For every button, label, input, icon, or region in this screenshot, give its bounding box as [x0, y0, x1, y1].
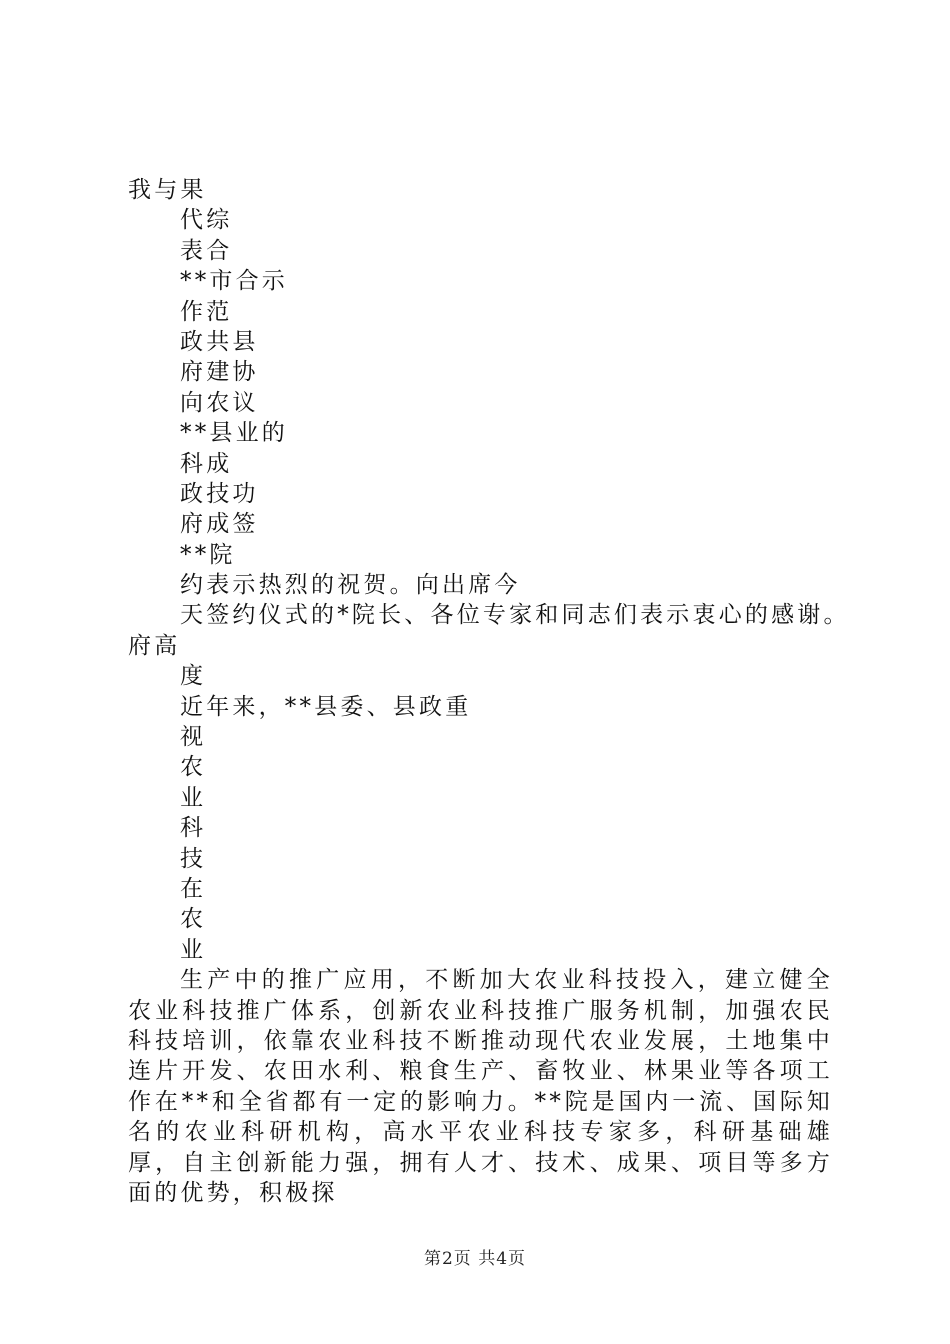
text-line: 度	[180, 663, 207, 690]
text-line: 业	[180, 784, 207, 811]
text-line: 技	[180, 845, 207, 872]
body-paragraph: 生产中的推广应用，不断加大农业科技投入，建立健全农业科技推广体系，创新农业科技推广服务机制，加强农民科技培训，依靠农业科技不断推动现代农业发展，土地集中连片开发、农田水利、粮食生产、畜牧业、林果业等各项工作在**和全省都有一定的影响力。**院是国内一流、国际知名的农业科研机构，高水平农业科技专家多，科研基础雄厚，自主创新能力强，拥有人才、技术、成果、项目等多方面的优势，积极探	[128, 967, 833, 1206]
text-line: 向农议	[180, 389, 259, 416]
text-line: 视	[180, 724, 207, 751]
text-line: 表合	[180, 237, 233, 264]
text-line: 天签约仪式的*院长、各位专家和同志们表示衷心的感谢。	[180, 602, 850, 629]
text-line: 在	[180, 875, 207, 902]
text-line: 作范	[180, 298, 233, 325]
text-line: 政技功	[180, 480, 259, 507]
text-line: 我与果	[128, 177, 207, 203]
text-line: **院	[180, 541, 236, 568]
text-line: **市合示	[180, 268, 288, 295]
text-line: 约表示热烈的祝贺。向出席今	[180, 572, 521, 599]
text-line: 业	[180, 936, 207, 963]
page-footer: 第2页 共4页	[423, 1249, 527, 1269]
text-line: 农	[180, 754, 207, 781]
text-line: 政共县	[180, 328, 259, 355]
text-line: 代综	[180, 207, 233, 234]
text-line: 府高	[128, 632, 181, 659]
text-line: 府成签	[180, 511, 259, 538]
text-line: 科成	[180, 450, 233, 477]
document-body	[128, 175, 850, 1208]
text-line: 农	[180, 906, 207, 933]
text-line: 府建协	[180, 359, 259, 386]
text-line: **县业的	[180, 420, 288, 447]
text-line: 科	[180, 815, 207, 842]
text-line: 近年来，**县委、县政重	[180, 693, 472, 720]
